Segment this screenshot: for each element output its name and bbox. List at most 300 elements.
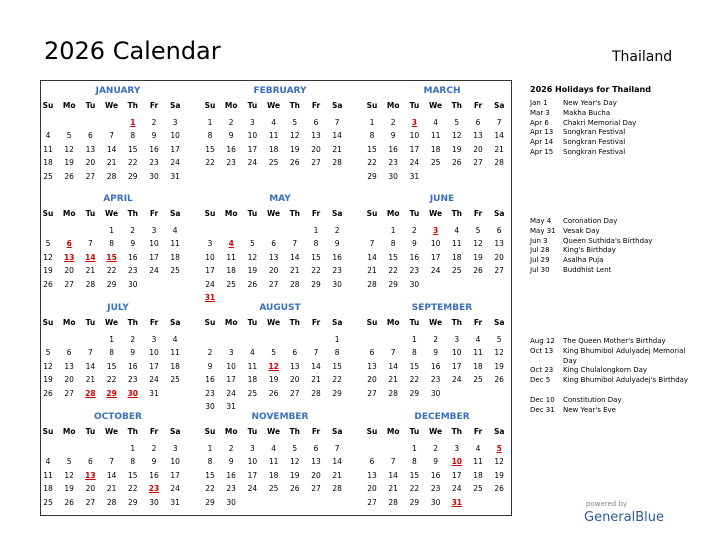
weekday-header: Sa [493, 209, 505, 218]
day-cell: 10 [247, 131, 258, 141]
weekday-header: Fr [473, 427, 483, 436]
day-cell: 9 [412, 239, 417, 249]
holiday-date: Oct 23 [530, 366, 554, 375]
day-cell: 18 [170, 361, 180, 371]
day-cell: 13 [367, 470, 377, 480]
day-cell: 24 [452, 484, 462, 494]
weekday-header: Fr [311, 318, 321, 327]
day-cell: 2 [130, 335, 136, 344]
day-cell: 26 [452, 158, 462, 168]
weekday-header: Fr [473, 318, 483, 327]
day-cell: 21 [85, 266, 96, 276]
page-title: 2026 Calendar [44, 37, 221, 65]
day-cell: 6 [66, 348, 72, 358]
day-cell: 9 [151, 131, 157, 141]
day-cell: 4 [475, 444, 481, 453]
day-cell: 17 [247, 470, 258, 480]
day-cell: 12 [247, 252, 258, 262]
day-cell: 22 [205, 158, 215, 168]
day-cell: 5 [292, 444, 298, 453]
day-cell: 17 [430, 252, 441, 262]
day-cell: 23 [388, 158, 398, 168]
day-cell: 18 [43, 484, 53, 494]
month-name: JUNE [429, 194, 455, 204]
day-cell: 9 [433, 348, 438, 358]
holiday-name: Songkran Festival [563, 138, 626, 147]
day-cell: 20 [311, 470, 321, 480]
weekday-header: Mo [224, 318, 238, 327]
holiday-day: 15 [106, 252, 117, 262]
day-cell: 22 [106, 375, 117, 385]
day-cell: 14 [311, 361, 321, 371]
day-cell: 15 [409, 361, 420, 371]
day-cell: 2 [228, 118, 234, 127]
day-cell: 23 [430, 484, 441, 494]
weekday-header: Mo [62, 101, 76, 110]
day-cell: 30 [409, 279, 420, 289]
day-cell: 17 [149, 252, 159, 262]
day-cell: 10 [170, 131, 180, 141]
weekday-header: Th [451, 101, 463, 110]
weekday-header: Th [289, 427, 301, 436]
day-cell: 14 [388, 361, 398, 371]
day-cell: 27 [85, 171, 96, 181]
day-cell: 30 [149, 497, 159, 507]
weekday-header: Sa [169, 101, 181, 110]
day-cell: 26 [494, 484, 504, 494]
day-cell: 20 [64, 375, 74, 385]
weekday-header: Tu [409, 209, 420, 218]
day-cell: 9 [228, 131, 234, 141]
weekday-header: Tu [85, 427, 96, 436]
holiday-date: Apr 14 [530, 138, 554, 147]
month-name: MARCH [423, 86, 461, 96]
holiday-date: Apr 6 [530, 118, 549, 127]
day-cell: 21 [290, 266, 300, 276]
day-cell: 11 [268, 131, 279, 141]
holiday-day: 13 [63, 252, 75, 262]
day-cell: 30 [388, 171, 398, 181]
day-cell: 23 [226, 158, 236, 168]
day-cell: 11 [170, 348, 180, 358]
day-cell: 10 [149, 348, 159, 358]
day-cell: 6 [369, 457, 375, 467]
day-cell: 26 [290, 484, 300, 494]
day-cell: 16 [149, 144, 159, 154]
weekday-header: Su [366, 427, 378, 436]
day-cell: 17 [226, 375, 236, 385]
day-cell: 16 [430, 361, 441, 371]
day-cell: 25 [43, 171, 53, 181]
weekday-header: Sa [493, 427, 505, 436]
weekday-header: Fr [473, 209, 483, 218]
day-cell: 16 [388, 144, 398, 154]
day-cell: 3 [454, 335, 460, 344]
day-cell: 30 [226, 497, 236, 507]
brand-text: GeneralBlue [584, 510, 664, 525]
day-cell: 7 [390, 457, 396, 467]
day-cell: 5 [45, 239, 51, 249]
day-cell: 3 [454, 444, 460, 453]
day-cell: 1 [390, 226, 396, 235]
day-cell: 4 [45, 457, 51, 467]
day-cell: 10 [452, 348, 462, 358]
holiday-day: 10 [451, 457, 463, 467]
day-cell: 1 [412, 444, 417, 453]
weekday-header: Th [289, 318, 301, 327]
day-cell: 24 [247, 158, 258, 168]
holiday-name: Songkran Festival [563, 148, 626, 156]
day-cell: 23 [332, 266, 342, 276]
weekday-header: Mo [224, 209, 238, 218]
weekday-header: Tu [247, 209, 258, 218]
weekday-header: Th [289, 101, 301, 110]
day-cell: 3 [228, 348, 234, 358]
day-cell: 29 [205, 497, 215, 507]
day-cell: 15 [205, 470, 215, 480]
day-cell: 1 [313, 226, 319, 235]
holiday-day: 3 [432, 226, 439, 235]
day-cell: 14 [332, 131, 342, 141]
day-cell: 7 [109, 457, 114, 467]
day-cell: 22 [128, 484, 138, 494]
day-cell: 8 [207, 131, 213, 141]
day-cell: 2 [151, 118, 157, 127]
weekday-header: Th [451, 427, 463, 436]
day-cell: 30 [430, 388, 441, 398]
month-name: NOVEMBER [251, 412, 309, 422]
day-cell: 29 [367, 171, 377, 181]
holiday-date: Mar 3 [530, 108, 550, 117]
weekday-header: Mo [224, 427, 238, 436]
day-cell: 22 [388, 266, 398, 276]
holiday-day: 1 [130, 118, 136, 127]
day-cell: 20 [367, 484, 377, 494]
day-cell: 20 [311, 144, 321, 154]
weekday-header: Mo [386, 209, 400, 218]
day-cell: 8 [313, 239, 319, 249]
day-cell: 16 [430, 470, 441, 480]
holidays-title: 2026 Holidays for Thailand [530, 85, 651, 94]
day-cell: 15 [311, 252, 321, 262]
weekday-header: Su [366, 101, 378, 110]
day-cell: 17 [205, 266, 215, 276]
holiday-day: 4 [228, 239, 234, 249]
day-cell: 6 [475, 118, 481, 127]
day-cell: 5 [66, 457, 72, 467]
day-cell: 26 [43, 279, 53, 289]
holiday-date: Apr 15 [530, 148, 554, 156]
day-cell: 15 [128, 144, 138, 154]
day-cell: 11 [226, 252, 236, 262]
holiday-day: 29 [106, 388, 117, 398]
weekday-header: Tu [247, 101, 258, 110]
day-cell: 22 [332, 375, 342, 385]
day-cell: 28 [290, 279, 300, 289]
holiday-date: Dec 10 [530, 395, 555, 404]
day-cell: 20 [268, 266, 279, 276]
day-cell: 3 [151, 226, 157, 235]
day-cell: 21 [106, 158, 117, 168]
day-cell: 10 [430, 239, 441, 249]
day-cell: 12 [43, 252, 53, 262]
day-cell: 30 [205, 402, 215, 411]
day-cell: 16 [226, 144, 236, 154]
holiday-name: Coronation Day [563, 217, 618, 225]
day-cell: 25 [226, 279, 236, 289]
day-cell: 25 [430, 158, 441, 168]
day-cell: 27 [268, 279, 279, 289]
month-name: DECEMBER [414, 412, 470, 422]
day-cell: 28 [388, 388, 398, 398]
day-cell: 29 [106, 279, 117, 289]
powered-by-label: powered by [586, 500, 628, 508]
weekday-header: Th [289, 209, 301, 218]
day-cell: 20 [85, 484, 96, 494]
day-cell: 22 [106, 266, 117, 276]
day-cell: 7 [88, 239, 93, 249]
day-cell: 19 [268, 375, 279, 385]
day-cell: 9 [390, 131, 396, 141]
day-cell: 1 [207, 444, 213, 453]
day-cell: 11 [43, 470, 53, 480]
holiday-name: King Bhumibol Adulyadej's Birthday [563, 376, 689, 385]
day-cell: 21 [367, 266, 377, 276]
holiday-name: King Chulalongkorn Day [563, 366, 648, 375]
day-cell: 13 [268, 252, 279, 262]
day-cell: 30 [430, 497, 441, 507]
day-cell: 15 [332, 361, 342, 371]
day-cell: 29 [128, 497, 138, 507]
day-cell: 25 [170, 375, 180, 385]
day-cell: 19 [452, 144, 462, 154]
day-cell: 21 [85, 375, 96, 385]
day-cell: 11 [473, 457, 483, 467]
weekday-header: We [429, 101, 443, 110]
weekday-header: Fr [311, 427, 321, 436]
holiday-date: Aug 12 [530, 337, 555, 345]
day-cell: 23 [226, 484, 236, 494]
month-name: AUGUST [259, 303, 301, 313]
holiday-day: 30 [127, 388, 139, 398]
weekday-header: Tu [85, 209, 96, 218]
weekday-header: Th [451, 209, 463, 218]
day-cell: 7 [496, 118, 502, 127]
day-cell: 21 [311, 375, 321, 385]
day-cell: 29 [332, 388, 342, 398]
day-cell: 28 [106, 171, 117, 181]
month-name: APRIL [103, 194, 133, 204]
day-cell: 19 [64, 484, 74, 494]
day-cell: 20 [64, 266, 74, 276]
day-cell: 12 [43, 361, 53, 371]
day-cell: 6 [313, 118, 319, 127]
day-cell: 15 [367, 144, 377, 154]
day-cell: 26 [473, 266, 483, 276]
day-cell: 7 [369, 239, 375, 249]
day-cell: 24 [170, 158, 180, 168]
day-cell: 19 [494, 361, 504, 371]
day-cell: 25 [268, 484, 279, 494]
day-cell: 16 [226, 470, 236, 480]
day-cell: 3 [250, 118, 255, 127]
holiday-name: Queen Suthida's Birthday [563, 236, 653, 245]
day-cell: 12 [494, 457, 504, 467]
holiday-date: Dec 31 [530, 405, 555, 414]
holiday-name: Chakri Memorial Day [563, 118, 637, 127]
weekday-header: Tu [409, 427, 420, 436]
day-cell: 5 [496, 335, 502, 344]
month-name: JANUARY [95, 86, 141, 96]
weekday-header: Th [127, 318, 139, 327]
day-cell: 13 [473, 131, 483, 141]
day-cell: 14 [106, 144, 117, 154]
holiday-day: 3 [411, 118, 417, 127]
month-name: OCTOBER [94, 412, 142, 422]
day-cell: 26 [290, 158, 300, 168]
day-cell: 15 [409, 470, 420, 480]
day-cell: 29 [128, 171, 138, 181]
day-cell: 1 [207, 118, 213, 127]
day-cell: 26 [64, 171, 74, 181]
day-cell: 2 [130, 226, 136, 235]
day-cell: 21 [388, 375, 398, 385]
day-cell: 16 [205, 375, 215, 385]
day-cell: 2 [412, 226, 417, 235]
day-cell: 31 [149, 388, 159, 398]
weekday-header: Mo [62, 427, 76, 436]
holiday-date: Apr 13 [530, 128, 554, 137]
weekday-header: We [429, 427, 443, 436]
calendar-grid [40, 80, 512, 516]
weekday-header: Sa [331, 427, 343, 436]
holiday-day: 28 [85, 388, 96, 398]
holiday-day: 13 [85, 470, 96, 480]
day-cell: 6 [292, 348, 298, 358]
generalblue-logo[interactable] [584, 510, 664, 526]
day-cell: 17 [409, 144, 420, 154]
day-cell: 7 [109, 131, 114, 141]
holiday-name: Songkran Festival [563, 128, 626, 137]
weekday-header: Sa [169, 318, 181, 327]
day-cell: 14 [494, 131, 504, 141]
day-cell: 23 [128, 266, 138, 276]
day-cell: 13 [367, 361, 377, 371]
day-cell: 9 [207, 361, 213, 371]
day-cell: 1 [109, 335, 114, 344]
day-cell: 5 [66, 131, 72, 141]
day-cell: 8 [130, 131, 136, 141]
day-cell: 25 [247, 388, 258, 398]
day-cell: 7 [390, 348, 396, 358]
day-cell: 11 [170, 239, 180, 249]
day-cell: 18 [268, 470, 279, 480]
day-cell: 24 [409, 158, 420, 168]
day-cell: 4 [475, 335, 481, 344]
day-cell: 26 [268, 388, 279, 398]
day-cell: 17 [170, 470, 180, 480]
day-cell: 24 [430, 266, 441, 276]
day-cell: 27 [473, 158, 483, 168]
day-cell: 27 [367, 388, 377, 398]
day-cell: 27 [290, 388, 300, 398]
holiday-date: Jul 29 [530, 256, 550, 265]
day-cell: 9 [151, 457, 157, 467]
day-cell: 7 [334, 118, 340, 127]
day-cell: 6 [369, 348, 375, 358]
holiday-date: Oct 13 [530, 346, 554, 355]
weekday-header: Sa [331, 101, 343, 110]
weekday-header: Fr [149, 209, 159, 218]
day-cell: 22 [205, 484, 215, 494]
weekday-header: Su [42, 101, 54, 110]
weekday-header: Tu [85, 318, 96, 327]
day-cell: 4 [433, 118, 438, 127]
day-cell: 10 [205, 252, 215, 262]
day-cell: 9 [130, 239, 136, 249]
day-cell: 11 [43, 144, 53, 154]
day-cell: 6 [88, 131, 93, 141]
day-cell: 17 [247, 144, 258, 154]
day-cell: 2 [228, 444, 234, 453]
day-cell: 31 [170, 171, 180, 181]
holiday-name: Vesak Day [563, 226, 600, 235]
day-cell: 8 [109, 348, 114, 358]
day-cell: 21 [332, 470, 342, 480]
day-cell: 27 [311, 484, 321, 494]
day-cell: 19 [64, 158, 74, 168]
day-cell: 17 [452, 470, 462, 480]
day-cell: 4 [271, 444, 276, 453]
day-cell: 3 [172, 444, 178, 453]
holiday-day: 23 [148, 484, 160, 494]
day-cell: 26 [247, 279, 258, 289]
weekday-header: Su [204, 318, 216, 327]
weekday-header: Su [204, 209, 216, 218]
day-cell: 13 [64, 361, 74, 371]
day-cell: 13 [311, 131, 321, 141]
weekday-header: We [267, 101, 281, 110]
day-cell: 1 [412, 335, 417, 344]
day-cell: 21 [332, 144, 342, 154]
day-cell: 14 [85, 361, 96, 371]
day-cell: 12 [494, 348, 504, 358]
weekday-header: Fr [149, 101, 159, 110]
weekday-header: Sa [331, 209, 343, 218]
weekday-header: Su [204, 427, 216, 436]
weekday-header: Mo [386, 101, 400, 110]
weekday-header: Sa [331, 318, 343, 327]
weekday-header: Th [451, 318, 463, 327]
day-cell: 3 [250, 444, 255, 453]
weekday-header: Th [127, 427, 139, 436]
holiday-date: Dec 5 [530, 376, 551, 385]
day-cell: 20 [494, 252, 504, 262]
weekday-header: We [267, 427, 281, 436]
weekday-header: Th [127, 209, 139, 218]
day-cell: 24 [452, 375, 462, 385]
holiday-date: May 31 [530, 226, 556, 235]
day-cell: 19 [247, 266, 258, 276]
day-cell: 13 [311, 457, 321, 467]
day-cell: 5 [292, 118, 298, 127]
weekday-header: We [429, 318, 443, 327]
holiday-name: Buddhist Lent [563, 266, 612, 274]
weekday-header: Fr [149, 427, 159, 436]
holiday-name: Makha Bucha [563, 108, 611, 117]
weekday-header: Fr [149, 318, 159, 327]
day-cell: 5 [454, 118, 460, 127]
